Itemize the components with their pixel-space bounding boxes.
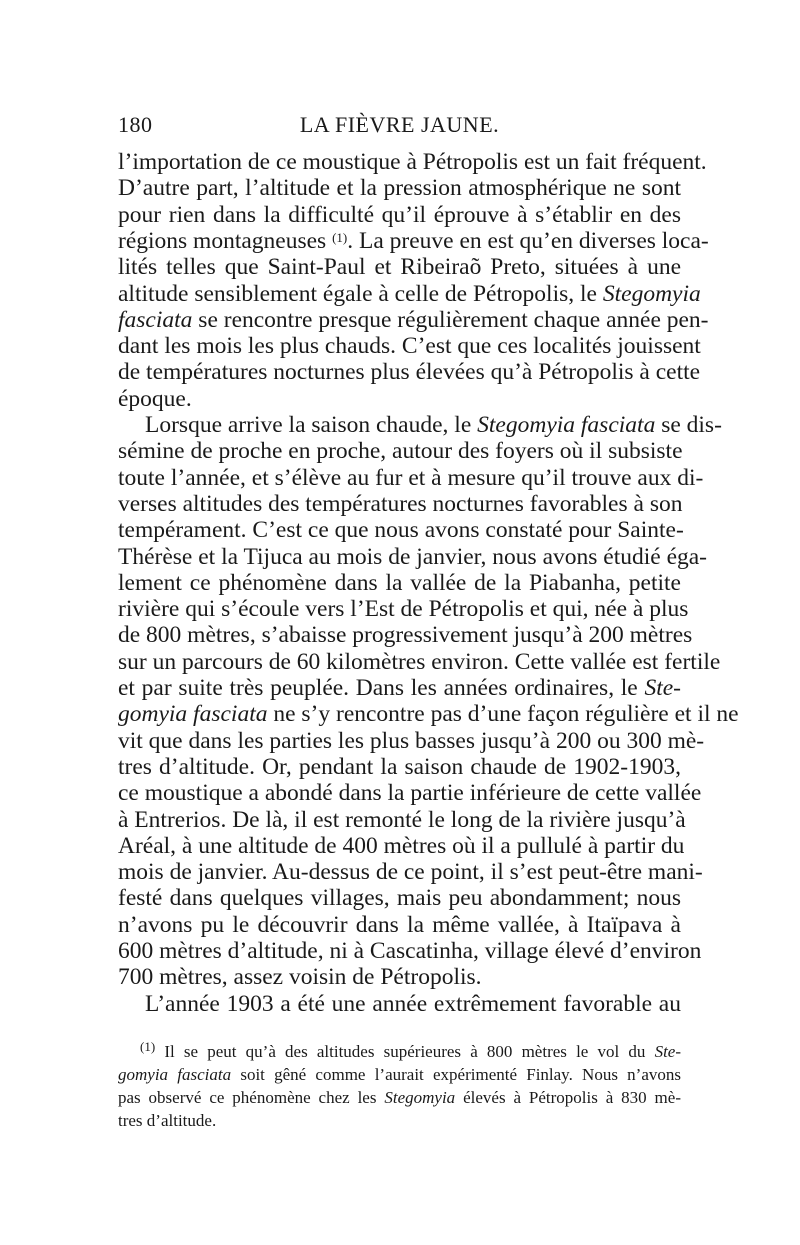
text-segment: lités telles que Saint-Paul et Ribeiraõ Preto, situées à une xyxy=(118,254,681,281)
text-segment: altitude sensiblement égale à celle de Pétropolis, le xyxy=(118,280,603,307)
text-segment: toute l’année, et s’élève au fur et à mesure qu’il trouve aux di- xyxy=(118,464,704,491)
text-segment: Il se peut qu’à des altitudes supérieures à 800 mètres le vol du xyxy=(155,1042,655,1061)
footnote-line xyxy=(118,1087,681,1109)
text-segment: soit gêné comme l’aurait expérimenté Finlay. Nous n’avons xyxy=(231,1065,681,1084)
text-segment: rivière qui s’écoule vers l’Est de Pétropolis et qui, née à plus xyxy=(118,596,689,623)
page-number: 180 xyxy=(118,112,153,137)
footnote-line xyxy=(118,1064,681,1086)
text-segment: 600 mètres d’altitude, ni à Cascatinha, village élevé d’environ xyxy=(118,938,702,964)
italic-text: Ste- xyxy=(644,675,681,701)
text-segment: Lorsque arrive la saison chaude, le xyxy=(145,412,478,438)
text-segment: tres d’altitude. Or, pendant la saison chaude de 1902-1903, xyxy=(118,753,681,780)
text-segment: tempérament. C’est ce que nous avons constaté pour Sainte- xyxy=(118,517,684,544)
text-segment: époque. xyxy=(118,385,192,412)
running-header xyxy=(118,112,681,142)
italic-text: fasciata xyxy=(118,306,193,333)
text-segment: à Entrerios. De là, il est remonté le long de la rivière jusqu’à xyxy=(118,806,686,833)
text-segment: n’avons pu le découvrir dans la même vallée, à Itaïpava à xyxy=(118,911,681,938)
text-segment: régions montagneuses xyxy=(118,227,333,254)
text-segment: Aréal, à une altitude de 400 mètres où il a pullulé à partir du xyxy=(118,832,685,859)
text-segment: sur un parcours de 60 kilomètres environ. Cette vallée est fertile xyxy=(118,648,721,675)
text-segment: l’importation de ce moustique à Pétropolis est un fait fréquent. xyxy=(118,149,707,175)
text-segment: L’année 1903 a été une année extrêmement favorable au xyxy=(145,990,681,1017)
footnote-marker: (1) xyxy=(332,229,348,245)
text-segment: pas observé ce phénomène chez les xyxy=(118,1088,385,1107)
italic-text: Stegomyia xyxy=(602,280,701,307)
text-segment: festé dans quelques villages, mais peu abondamment; nous xyxy=(118,885,681,912)
text-line xyxy=(118,989,681,1019)
text-segment: mois de janvier. Au-dessus de ce point, il s’est peut-être mani- xyxy=(118,859,703,886)
text-segment: . La preuve en est qu’en diverses loca- xyxy=(347,227,709,254)
text-segment: ne s’y rencontre pas d’une façon régulière et il ne xyxy=(267,701,739,728)
italic-text: Ste- xyxy=(654,1042,681,1061)
text-segment: 700 mètres, assez voisin de Pétropolis. xyxy=(118,964,482,991)
text-segment: Thérèse et la Tijuca au mois de janvier, nous avons étudié éga- xyxy=(118,543,708,570)
text-segment: dant les mois les plus chauds. C’est que ces localités jouissent xyxy=(118,333,701,360)
text-segment: ce moustique a abondé dans la partie inférieure de cette vallée xyxy=(118,780,702,807)
italic-text: Stegomyia fasciata xyxy=(477,412,656,438)
text-segment: D’autre part, l’altitude et la pression atmosphérique ne sont xyxy=(118,175,681,202)
italic-text: gomyia fasciata xyxy=(118,1065,232,1084)
text-segment: de 800 mètres, s’abaisse progressivement jusqu’à 200 mètres xyxy=(118,622,693,649)
text-segment: élevés à Pétropolis à 830 mè- xyxy=(455,1088,681,1107)
text-segment: se dis- xyxy=(655,412,722,438)
text-segment: sémine de proche en proche, autour des foyers où il subsiste xyxy=(118,438,683,465)
footnote-marker: (1) xyxy=(140,1039,156,1054)
text-segment: verses altitudes des températures nocturnes favorables à son xyxy=(118,490,683,517)
footnote-line xyxy=(118,1041,681,1063)
text-segment: se rencontre presque régulièrement chaque année pen- xyxy=(192,306,709,333)
italic-text: gomyia fasciata xyxy=(118,701,268,728)
italic-text: Stegomyia xyxy=(384,1088,456,1107)
text-segment: vit que dans les parties les plus basses jusqu’à 200 ou 300 mè- xyxy=(118,727,705,754)
footnote-line xyxy=(118,1110,681,1132)
text-segment: pour rien dans la difficulté qu’il éprouve à s’établir en des xyxy=(118,201,681,228)
running-title: LA FIÈVRE JAUNE. xyxy=(299,112,500,137)
text-segment: de températures nocturnes plus élevées qu’à Pétropolis à cette xyxy=(118,359,701,386)
text-segment: lement ce phénomène dans la vallée de la Piabanha, petite xyxy=(118,569,681,596)
text-segment: et par suite très peuplée. Dans les années ordinaires, le xyxy=(118,675,645,701)
text-segment: tres d’altitude. xyxy=(118,1111,217,1130)
